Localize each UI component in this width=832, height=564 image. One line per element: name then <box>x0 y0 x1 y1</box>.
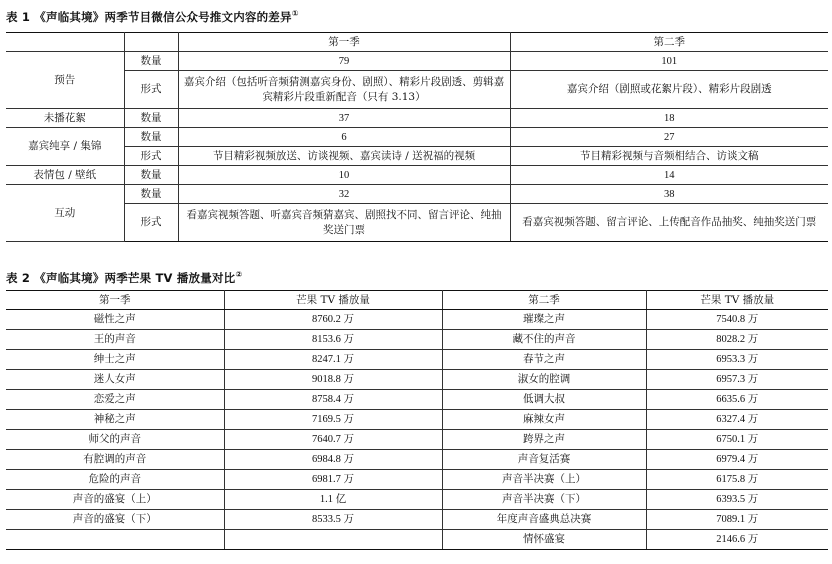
views-s1: 6984.8 万 <box>224 450 442 470</box>
table2 <box>6 290 828 550</box>
episode-name-s1: 有腔调的声音 <box>6 450 224 470</box>
table-row <box>6 390 828 410</box>
views-s2: 7089.1 万 <box>646 510 828 530</box>
views-s1: 7169.5 万 <box>224 410 442 430</box>
views-s2: 6327.4 万 <box>646 410 828 430</box>
table-row <box>6 470 828 490</box>
episode-name-s2: 情怀盛宴 <box>442 530 646 550</box>
views-s2: 6393.5 万 <box>646 490 828 510</box>
views-s2: 2146.6 万 <box>646 530 828 550</box>
table-row <box>6 147 828 166</box>
views-s2: 6750.1 万 <box>646 430 828 450</box>
episode-name-s2: 声音半决赛（下） <box>442 490 646 510</box>
header-season1: 第一季 <box>178 33 510 52</box>
count-label: 数量 <box>124 109 178 128</box>
cell-value: 18 <box>510 109 828 128</box>
form-label: 形式 <box>124 147 178 166</box>
header-views-season2: 芒果 TV 播放量 <box>646 291 828 310</box>
views-s1: 1.1 亿 <box>224 490 442 510</box>
views-s1: 7640.7 万 <box>224 430 442 450</box>
episode-name-s1: 声音的盛宴（上） <box>6 490 224 510</box>
table-row <box>6 410 828 430</box>
cell-value: 看嘉宾视频答题、留言评论、上传配音作品抽奖、纯抽奖送门票 <box>510 204 828 242</box>
table1-title: 表 1 《声临其境》两季节目微信公众号推文内容的差异① <box>6 9 299 24</box>
table2-title: 表 2 《声临其境》两季芒果 TV 播放量对比② <box>6 270 243 285</box>
form-label: 形式 <box>124 71 178 109</box>
table-row <box>6 52 828 71</box>
episode-name-s1: 师父的声音 <box>6 430 224 450</box>
episode-name-s2: 跨界之声 <box>442 430 646 450</box>
header-season2: 第二季 <box>442 291 646 310</box>
views-s1: 6981.7 万 <box>224 470 442 490</box>
table-row <box>6 185 828 204</box>
views-s2: 6175.8 万 <box>646 470 828 490</box>
cell-value: 79 <box>178 52 510 71</box>
episode-name-s1: 危险的声音 <box>6 470 224 490</box>
episode-name-s1: 声音的盛宴（下） <box>6 510 224 530</box>
table2-header-row <box>6 291 828 310</box>
cell-value: 14 <box>510 166 828 185</box>
header-blank <box>6 33 124 52</box>
cell-value: 嘉宾介绍（剧照或花絮片段）、精彩片段剧透 <box>510 71 828 109</box>
views-s1: 8153.6 万 <box>224 330 442 350</box>
episode-name-s1: 磁性之声 <box>6 310 224 330</box>
count-label: 数量 <box>124 185 178 204</box>
episode-name-s2: 藏不住的声音 <box>442 330 646 350</box>
count-label: 数量 <box>124 166 178 185</box>
views-s2: 8028.2 万 <box>646 330 828 350</box>
cell-value: 27 <box>510 128 828 147</box>
cell-value: 嘉宾介绍（包括听音频猜测嘉宾身份、剧照）、精彩片段剧透、剪辑嘉宾精彩片段重新配音（只有 3.13） <box>178 71 510 109</box>
table-row <box>6 350 828 370</box>
table-row <box>6 166 828 185</box>
views-s1 <box>224 530 442 550</box>
cell-value: 101 <box>510 52 828 71</box>
table-row <box>6 128 828 147</box>
cell-value: 37 <box>178 109 510 128</box>
views-s2: 6635.6 万 <box>646 390 828 410</box>
views-s2: 6957.3 万 <box>646 370 828 390</box>
episode-name-s1: 迷人女声 <box>6 370 224 390</box>
views-s2: 7540.8 万 <box>646 310 828 330</box>
cell-value: 节目精彩视频放送、访谈视频、嘉宾读诗 / 送祝福的视频 <box>178 147 510 166</box>
header-views-season1: 芒果 TV 播放量 <box>224 291 442 310</box>
cell-value: 看嘉宾视频答题、听嘉宾音频猜嘉宾、剧照找不同、留言评论、纯抽奖送门票 <box>178 204 510 242</box>
table1-header-row <box>6 33 828 52</box>
table-row <box>6 204 828 242</box>
episode-name-s2: 声音复活赛 <box>442 450 646 470</box>
views-s1: 8760.2 万 <box>224 310 442 330</box>
count-label: 数量 <box>124 52 178 71</box>
form-label: 形式 <box>124 204 178 242</box>
episode-name-s2: 年度声音盛典总决赛 <box>442 510 646 530</box>
table-row <box>6 330 828 350</box>
header-season2: 第二季 <box>510 33 828 52</box>
table-row <box>6 71 828 109</box>
category-interact: 互动 <box>6 185 124 242</box>
table-row <box>6 109 828 128</box>
header-blank <box>124 33 178 52</box>
category-emoji: 表情包 / 壁纸 <box>6 166 124 185</box>
views-s2: 6953.3 万 <box>646 350 828 370</box>
episode-name-s2: 麻辣女声 <box>442 410 646 430</box>
cell-value: 6 <box>178 128 510 147</box>
category-guest: 嘉宾纯享 / 集锦 <box>6 128 124 166</box>
table-row <box>6 430 828 450</box>
table-row <box>6 510 828 530</box>
views-s1: 8533.5 万 <box>224 510 442 530</box>
table-row <box>6 450 828 470</box>
cell-value: 10 <box>178 166 510 185</box>
views-s1: 8247.1 万 <box>224 350 442 370</box>
footnote-mark: ① <box>291 9 299 19</box>
cell-value: 32 <box>178 185 510 204</box>
views-s1: 8758.4 万 <box>224 390 442 410</box>
episode-name-s2: 淑女的腔调 <box>442 370 646 390</box>
table-row <box>6 530 828 550</box>
episode-name-s1: 王的声音 <box>6 330 224 350</box>
cell-value: 38 <box>510 185 828 204</box>
category-outtakes: 未播花絮 <box>6 109 124 128</box>
table1 <box>6 32 828 242</box>
views-s1: 9018.8 万 <box>224 370 442 390</box>
table-row <box>6 370 828 390</box>
episode-name-s1: 绅士之声 <box>6 350 224 370</box>
episode-name-s2: 春节之声 <box>442 350 646 370</box>
table-row <box>6 490 828 510</box>
count-label: 数量 <box>124 128 178 147</box>
cell-value: 节目精彩视频与音频相结合、访谈文稿 <box>510 147 828 166</box>
episode-name-s2: 声音半决赛（上） <box>442 470 646 490</box>
header-season1: 第一季 <box>6 291 224 310</box>
episode-name-s1 <box>6 530 224 550</box>
footnote-mark: ② <box>235 270 243 280</box>
views-s2: 6979.4 万 <box>646 450 828 470</box>
table-row <box>6 310 828 330</box>
episode-name-s2: 低调大叔 <box>442 390 646 410</box>
episode-name-s1: 神秘之声 <box>6 410 224 430</box>
category-preview: 预告 <box>6 52 124 109</box>
episode-name-s2: 璀璨之声 <box>442 310 646 330</box>
episode-name-s1: 恋爱之声 <box>6 390 224 410</box>
